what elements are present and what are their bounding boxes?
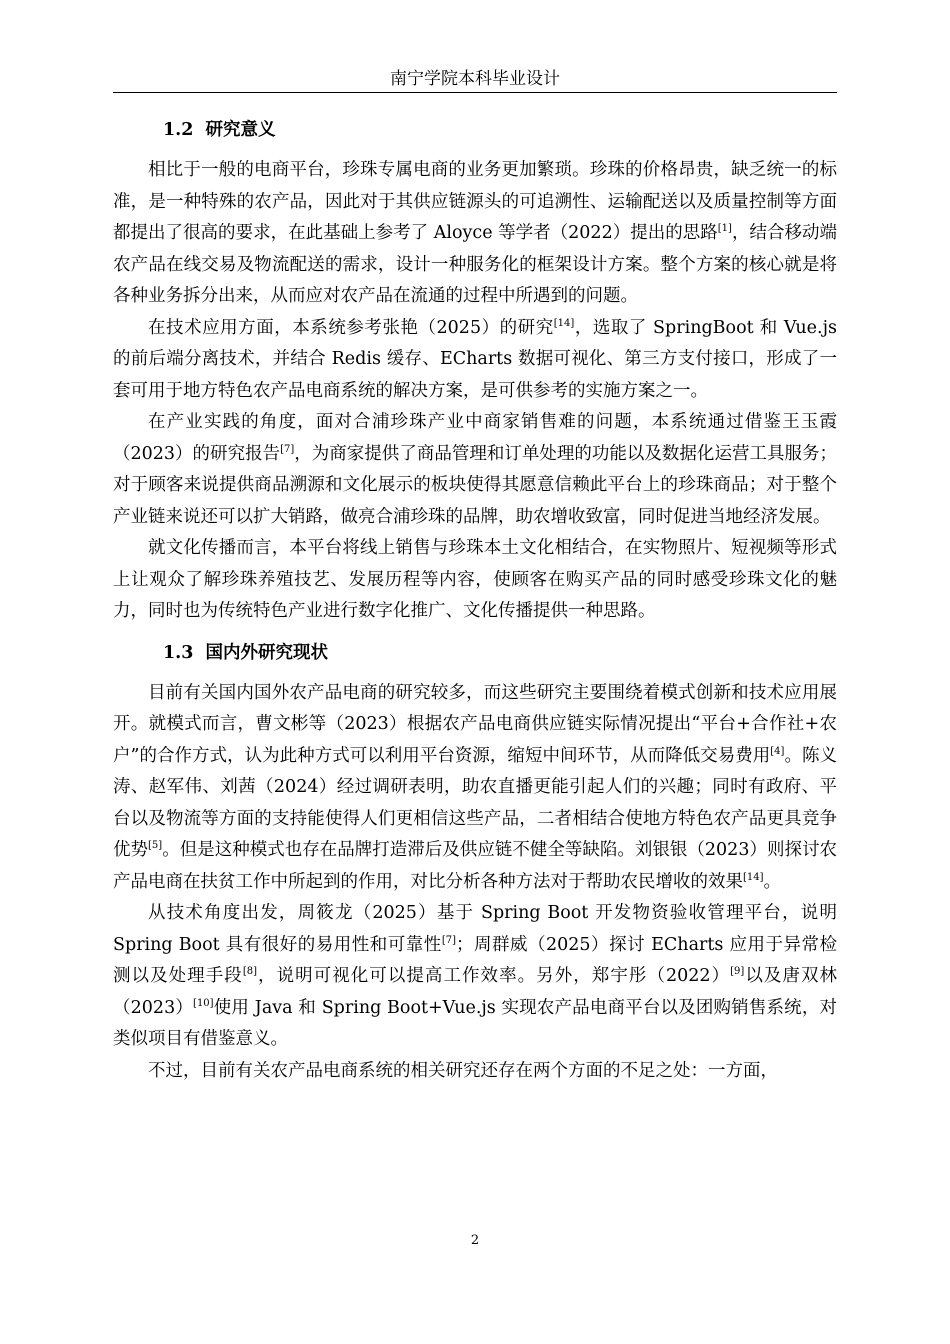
paragraph-text: ，结合移动端农产品在线交易及物流配送的需求，设计一种服务化的框架设计方案。整个方案的核心就是将各种业务拆分出来，从而应对农产品在流通的过程中所遇到的问题。 <box>113 223 837 306</box>
header-rule <box>113 92 837 93</box>
citation-ref: [14] <box>743 871 764 883</box>
paragraph-shortcomings <box>113 1056 837 1088</box>
paragraph-culture <box>113 533 837 628</box>
section-heading-1-3 <box>113 635 837 671</box>
citation-ref: [9] <box>730 966 745 977</box>
paragraph-text: 使用 Java 和 Spring Boot+Vue.js 实现农产品电商平台以及团购销售系统，对类似项目有借鉴意义。 <box>113 997 837 1049</box>
paragraph-technology <box>113 898 837 1056</box>
paragraph-text: ，说明可视化可以提高工作效率。另外，郑宇彤（2022） <box>256 966 731 986</box>
paragraph-text: 在产业实践的角度，面对合浦珍珠产业中商家销售难的问题，本系统通过借鉴王玉霞（2023）的研究报告 <box>113 412 837 464</box>
paragraph-text: 从技术角度出发，周筱龙（2025）基于 Spring Boot 开发物资验收管理平台，说明 Spring Boot 具有很好的易用性和可靠性 <box>113 903 837 955</box>
paragraph-text: 。但是这种模式也存在品牌打造滞后及供应链不健全等缺陷。刘银银（2023）则探讨农产品电商在扶贫工作中所起到的作用，对比分析各种方法对于帮助农民增收的效果 <box>113 840 837 892</box>
citation-ref: [4] <box>770 745 785 757</box>
paragraph-text: 不过，目前有关农产品电商系统的相关研究还存在两个方面的不足之处：一方面， <box>148 1060 778 1081</box>
citation-ref: [5] <box>148 840 163 851</box>
paragraph-text: ，为商家提供了商品管理和订单处理的功能以及数据化运营工具服务；对于顾客来说提供商品溯源和文化展示的板块使得其愿意信赖此平台上的珍珠商品；对于整个产业链来说还可以扩大销路，做亮合浦珍珠的品牌，助农增收致富，同时促进当地经济发展。 <box>113 443 837 527</box>
section-number: 1.3 <box>163 642 194 663</box>
paragraph-text: 。 <box>763 871 782 892</box>
paragraph-text: ，选取了 SpringBoot 和 Vue.js 的前后端分离技术，并结合 Redis 缓存、ECharts 数据可视化、第三方支付接口，形成了一套可用于地方特色农产品电商系统的解决方案，是可供参考的实施方案之一。 <box>113 317 837 401</box>
section-title: 国内外研究现状 <box>205 642 328 663</box>
section-heading-1-2 <box>113 112 837 148</box>
paragraph-text: 在技术应用方面，本系统参考张艳（2025）的研究 <box>148 317 554 338</box>
paragraph-text: 。陈义涛、赵军伟、刘茜（2024）经过调研表明，助农直播更能引起人们的兴趣；同时有政府、平台以及物流等方面的支持能使得人们更相信这些产品，二者相结合使地方特色农产品更具竞争优势 <box>113 745 838 860</box>
paragraph-text: 以及唐双林（2023） <box>113 966 837 1018</box>
citation-ref: [7] <box>280 443 295 455</box>
paragraph-research-significance <box>113 155 837 313</box>
page-number: 2 <box>470 1233 480 1248</box>
paragraph-text: 就文化传播而言，本平台将线上销售与珍珠本土文化相结合，在实物照片、短视频等形式上让观众了解珍珠养殖技艺、发展历程等内容，使顾客在购买产品的同时感受珍珠文化的魅力，同时也为传统特色产业进行数字化推广、文化传播提供一种思路。 <box>113 538 837 621</box>
citation-ref: [14] <box>553 317 575 329</box>
page-header: 南宁学院本科毕业设计 <box>390 69 560 89</box>
paragraph-text: 相比于一般的电商平台，珍珠专属电商的业务更加繁琐。珍珠的价格昂贵，缺乏统一的标准，是一种特殊的农产品，因此对于其供应链源头的可追溯性、运输配送以及质量控制等方面都提出了很高的要求，在此基础上参考了 Aloyce 等学者（2022）提出的思路 <box>113 160 837 243</box>
paragraph-domestic-foreign <box>113 678 837 899</box>
paragraph-industry-practice <box>113 407 837 533</box>
citation-ref: [10] <box>193 997 214 1009</box>
citation-ref: [8] <box>242 966 257 977</box>
paragraph-text: 目前有关国内国外农产品电商的研究较多，而这些研究主要围绕着模式创新和技术应用展开。就模式而言，曹文彬等（2023）根据农产品电商供应链实际情况提出“平台+合作社+农户”的合作方式，认为此种方式可以利用平台资源，缩短中间环节，从而降低交易费用 <box>113 682 837 766</box>
citation-ref: [1] <box>717 223 732 234</box>
page-body <box>113 112 837 1087</box>
paragraph-text: ；周群威（2025）探讨 ECharts 应用于异常检测以及处理手段 <box>113 934 837 986</box>
section-number: 1.2 <box>163 120 194 140</box>
citation-ref: [7] <box>441 934 456 946</box>
paragraph-tech-application <box>113 313 837 408</box>
section-title: 研究意义 <box>205 120 276 140</box>
